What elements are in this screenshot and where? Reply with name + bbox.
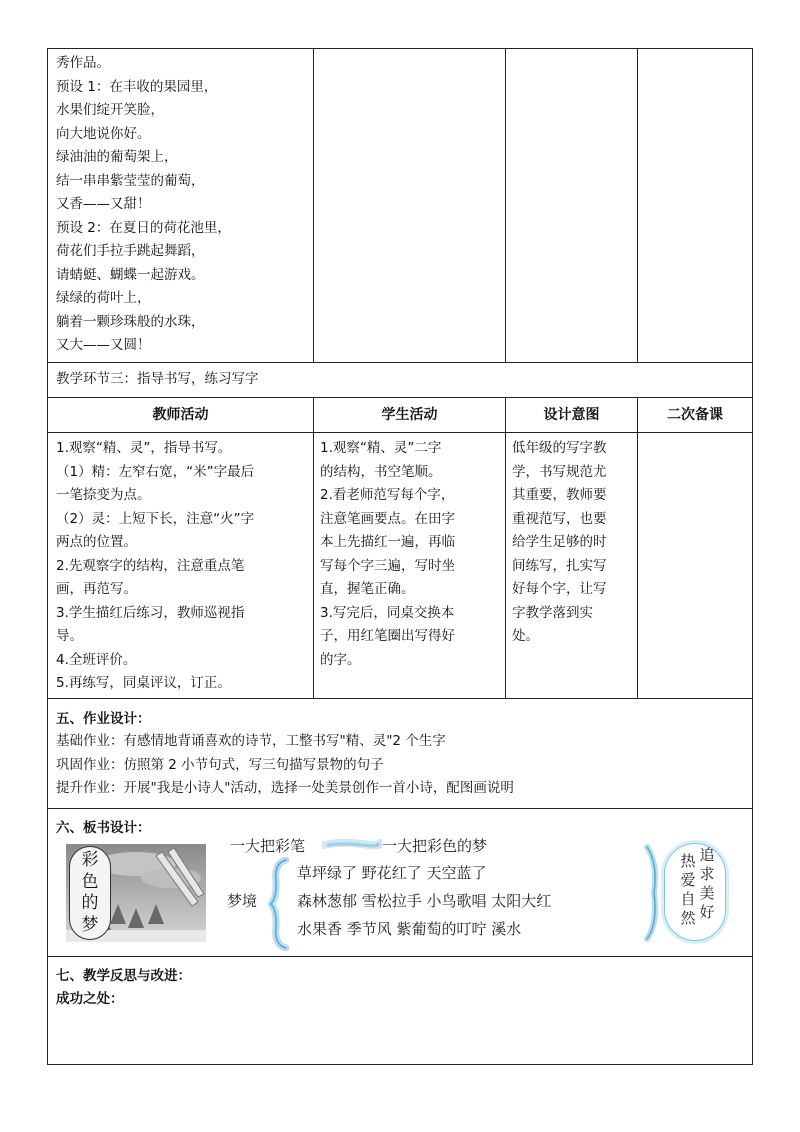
value-char: 爱 [680,871,696,889]
student-line: 3.写完后，同桌交换本 [320,604,455,621]
student-line: 本上先描红一遍，再临 [320,534,455,550]
header-student: 学生活动 [381,407,438,423]
teacher-line: （2）灵：上短下长，注意“火”字 [56,510,255,527]
teacher-line: 3.学生描红后练习，教师巡视指 [56,604,245,621]
intent-line: 学，书写规范尤 [512,463,607,480]
value-char: 追 [699,846,715,864]
dream-label: 梦境 [227,892,258,910]
board-title: 六、板书设计： [56,820,151,836]
board-line-pencil: 一大把彩笔 [230,837,306,855]
student-line: 注意笔画要点。在田字 [320,510,455,527]
row-divider-1 [47,362,753,363]
intent-line: 间练写，扎实写 [512,557,607,574]
value-char: 求 [699,865,715,883]
scene-line: 草坪绿了 野花红了 天空蓝了 [297,864,487,882]
header-backup: 二次备课 [667,407,723,423]
teacher-line: 一笔捺变为点。 [56,487,151,503]
student-line: 的结构，书空笔顺。 [320,463,442,480]
oval-char: 色 [81,871,99,892]
student-line: 直，握笔正确。 [320,581,415,597]
value-char: 美 [699,884,715,902]
intent-line: 给学生足够的时 [512,534,607,550]
header-intent: 设计意图 [543,407,600,423]
intent-line: 好每个字，让写 [512,581,607,597]
brush-stroke-icon [322,836,382,852]
homework-title: 五、作业设计： [56,711,151,727]
poem-line: 绿油油的葡萄架上， [56,149,178,165]
homework-line: 巩固作业：仿照第 2 小节句式，写三句描写景物的句子 [56,756,384,773]
table-left-border [47,48,48,1065]
col-divider-3 [637,397,638,699]
reflection-success-label: 成功之处： [56,991,124,1007]
intent-line: 低年级的写字教 [512,440,607,456]
col-divider-2 [505,397,506,699]
value-char: 然 [680,909,696,927]
homework-line: 提升作业：开展"我是小诗人"活动，选择一处美景创作一首小诗，配图画说明 [56,780,514,796]
left-brace-icon [268,857,290,951]
homework-line: 基础作业：有感情地背诵喜欢的诗节，工整书写"精、灵"2 个生字 [56,733,446,749]
section3-title: 教学环节三：指导书写，练习写字 [56,371,259,387]
row-divider-6 [47,956,753,957]
teacher-line: 5.再练写，同桌评议，订正。 [56,675,231,691]
oval-char: 梦 [81,914,99,935]
right-brace-icon [644,843,662,943]
intent-line: 其重要，教师要 [512,487,607,503]
poem-line: 躺着一颗珍珠般的水珠， [56,313,205,330]
teacher-line: 1.观察“精、灵”，指导书写。 [56,440,232,456]
poem-line: 秀作品。 [56,55,110,71]
col-divider-1 [313,397,314,699]
intent-line: 重视范写，也要 [512,510,607,527]
value-char: 自 [680,890,696,908]
teacher-activity-cell [56,437,312,696]
student-line: 子，用红笔圈出写得好 [320,628,455,644]
poem-line: 结一串串紫莹莹的葡萄， [56,172,205,189]
row-divider-4 [47,698,753,699]
student-line: 2.看老师范写每个字， [320,487,455,503]
table-top-border [47,48,753,49]
scene-line: 水果香 季节风 紫葡萄的叮咛 溪水 [297,920,522,938]
col-divider-1-top [313,48,314,363]
value-col-1 [679,852,697,928]
teacher-line: 4.全班评价。 [56,651,137,668]
value-char: 好 [699,903,715,921]
poem-line: 绿绿的荷叶上， [56,290,151,306]
intent-line: 处。 [512,628,539,644]
homework-list [56,730,746,801]
poem-line: 请蜻蜓、蝴蝶一起游戏。 [56,266,205,283]
poem-line: 水果们绽开笑脸， [56,102,164,118]
teacher-line: 导。 [56,628,83,644]
teacher-line: 画，再范写。 [56,581,137,597]
design-intent-cell [512,437,636,649]
teacher-line: （1）精：左窄右宽，“米”字最后 [56,463,255,480]
poem-line: 又香——又甜！ [56,196,151,212]
poem-line: 又大——又圆！ [56,337,151,353]
student-line: 1.观察“精、灵”二字 [320,440,442,456]
oval-char: 的 [81,893,99,913]
poem-cell [56,52,312,358]
student-activity-cell [320,437,504,672]
intent-line: 字教学落到实 [512,604,593,621]
board-line-dream: 一大把彩色的梦 [382,837,488,855]
value-col-2 [698,846,716,922]
poem-line: 荷花们手拉手跳起舞蹈， [56,243,205,259]
row-divider-5 [47,808,753,809]
reflection-title: 七、教学反思与改进： [56,968,191,984]
poem-line: 预设 2：在夏日的荷花池里， [56,219,231,236]
teacher-line: 两点的位置。 [56,534,137,550]
table-right-border [752,48,753,1065]
oval-char: 彩 [81,850,99,870]
value-oval [664,843,726,941]
col-divider-2-top [505,48,506,363]
scene-line: 森林葱郁 雪松拉手 小鸟歌唱 太阳大红 [297,892,552,910]
poem-line: 向大地说你好。 [56,125,151,142]
student-line: 写每个字三遍，写时坐 [320,557,455,574]
board-illustration [66,844,206,942]
col-divider-3-top [637,48,638,363]
dream-oval [69,846,111,940]
poem-line: 预设 1：在丰收的果园里， [56,78,218,95]
teacher-line: 2.先观察字的结构，注意重点笔 [56,557,245,574]
value-char: 热 [680,852,696,870]
student-line: 的字。 [320,651,361,668]
header-teacher: 教师活动 [152,407,209,423]
table-bottom-border [47,1064,753,1065]
